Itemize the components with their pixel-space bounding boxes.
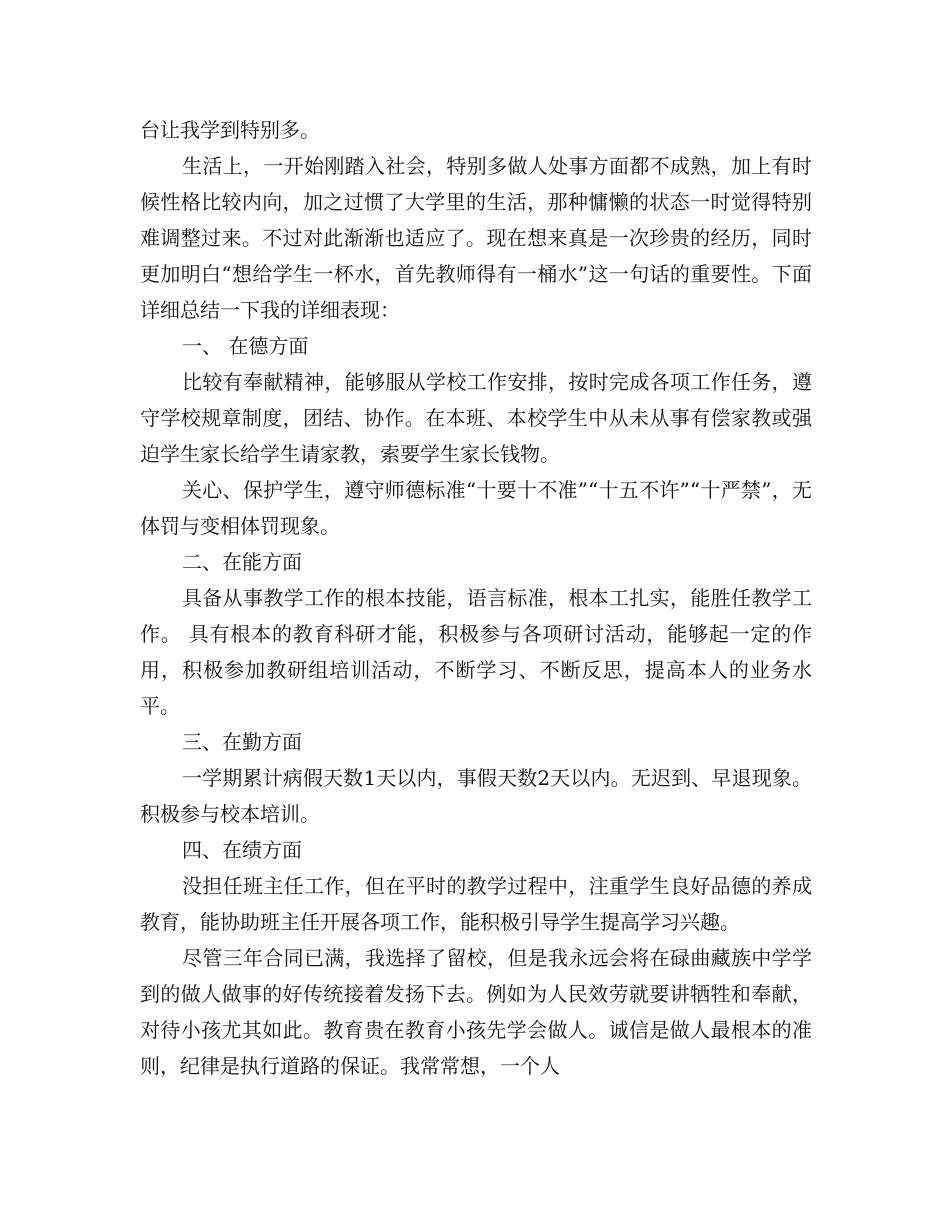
paragraph-life: 生活上，一开始刚踏入社会，特别多做人处事方面都不成熟，加上有时候性格比较内向，加之过惯了大学里的生活，那种慵懒的状态一时觉得特别难调整过来。不过对此渐渐也适应了。现在想来真是一次珍贵的经历，同时更加明白“想给学生一杯水，首先教师得有一桶水”这一句话的重要性。下面详细总结一下我的详细表现： [140,154,812,322]
paragraph-diligence: 一学期累计病假天数1天以内，事假天数2天以内。无迟到、早退现象。积极参与校本培训。 [140,766,812,826]
paragraph-continuation: 台让我学到特别多。 [140,118,320,142]
section-heading-morality: 一、 在德方面 [182,334,309,358]
paragraph-morality-2: 关心、保护学生，遵守师德标准“十要十不准”“十五不许”“十严禁”，无体罚与变相体罚现象。 [140,478,812,538]
paragraph-morality-1: 比较有奉献精神，能够服从学校工作安排，按时完成各项工作任务，遵守学校规章制度，团结、协作。在本班、本校学生中从未从事有偿家教或强迫学生家长给学生请家教，索要学生家长钱物。 [140,370,812,466]
document-body [140,112,812,1084]
paragraph-ability: 具备从事教学工作的根本技能，语言标准，根本工扎实，能胜任教学工作。 具有根本的教育科研才能，积极参与各项研讨活动，能够起一定的作用，积极参加教研组培训活动，不断学习、不断反思，提高本人的业务水平。 [140,586,812,718]
section-heading-ability: 二、在能方面 [182,550,302,574]
paragraph-performance: 没担任班主任工作，但在平时的教学过程中，注重学生良好品德的养成教育，能协助班主任开展各项工作，能积极引导学生提高学习兴趣。 [140,874,812,934]
section-heading-diligence: 三、在勤方面 [182,730,302,754]
paragraph-conclusion: 尽管三年合同已满，我选择了留校，但是我永远会将在碌曲藏族中学学到的做人做事的好传统接着发扬下去。例如为人民效劳就要讲牺牲和奉献，对待小孩尤其如此。教育贵在教育小孩先学会做人。诚信是做人最根本的准则，纪律是执行道路的保证。我常常想，一个人 [140,946,812,1078]
section-heading-performance: 四、在绩方面 [182,838,302,862]
